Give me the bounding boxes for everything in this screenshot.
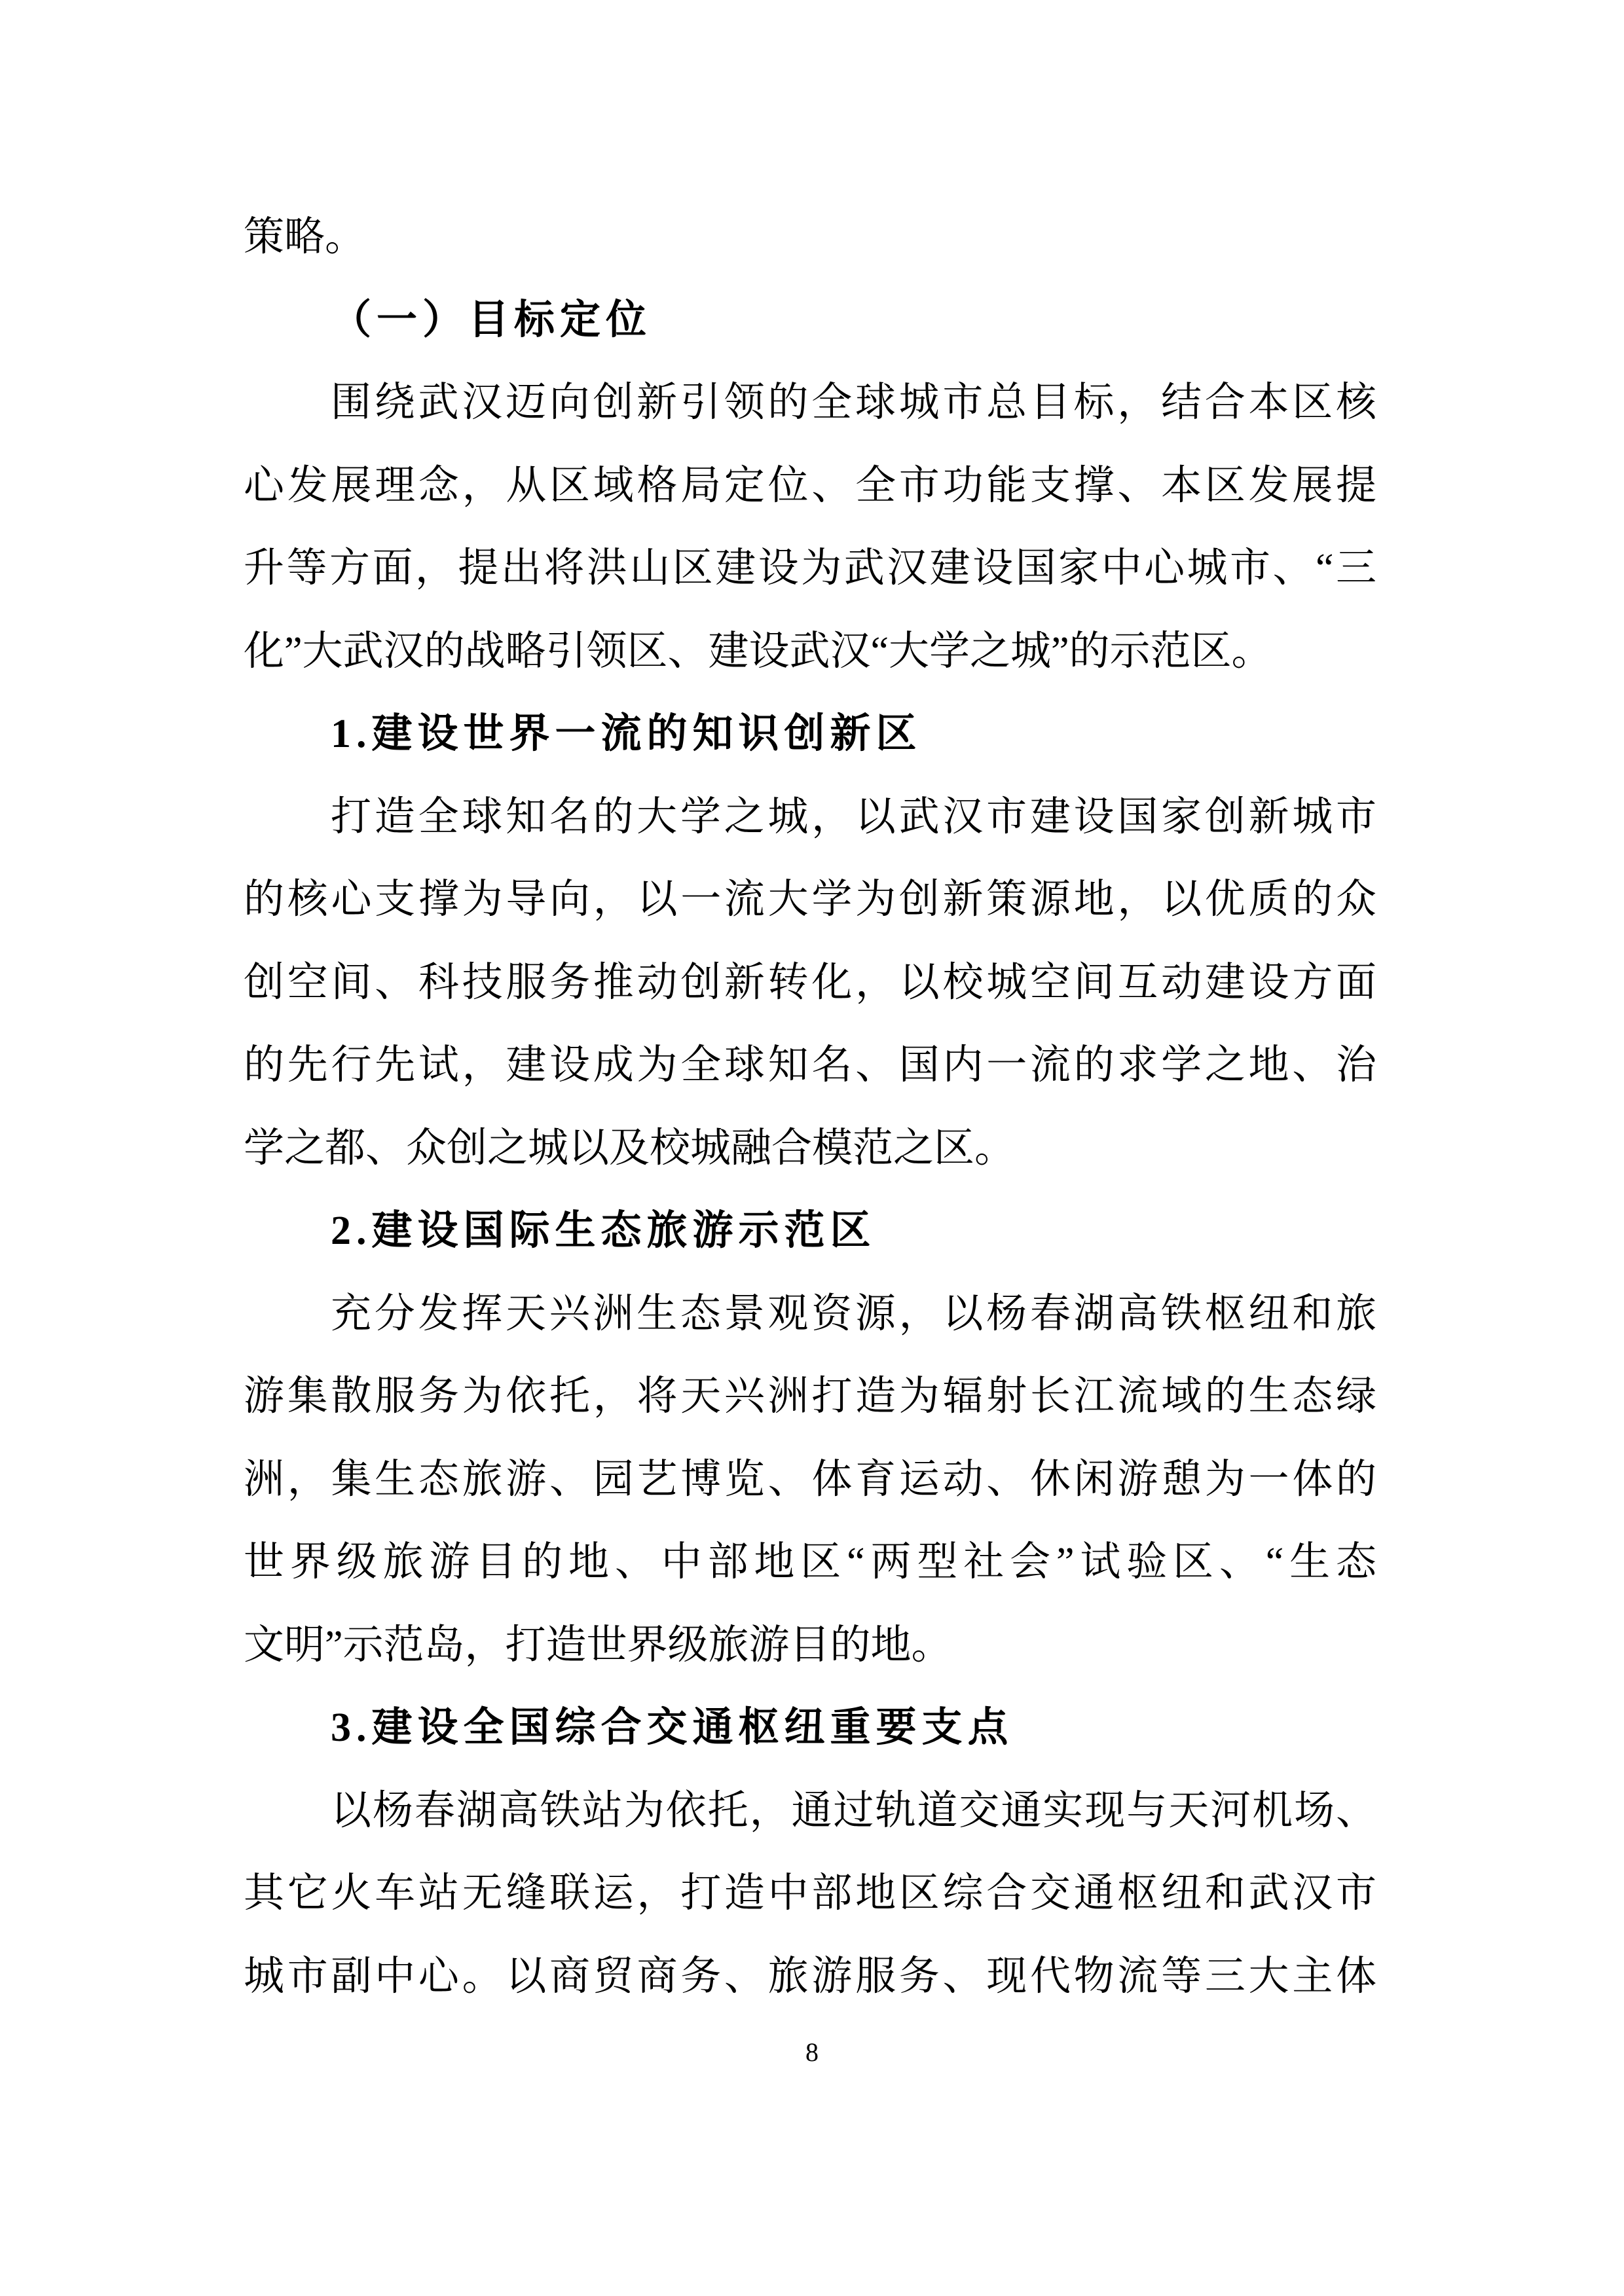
paragraph-line: 的先行先试，建设成为全球知名、国内一流的求学之地、治 [244,1043,1376,1087]
paragraph-line: 洲，集生态旅游、园艺博览、体育运动、休闲游憩为一体的 [244,1457,1376,1502]
paragraph-line: 升等方面，提出将洪山区建设为武汉建设国家中心城市、“三 [244,546,1376,591]
subsection-heading: 3.建设全国综合交通枢纽重要支点 [331,1705,1014,1750]
subsection-heading: 1.建设世界一流的知识创新区 [331,712,922,756]
paragraph-line: 以杨春湖高铁站为依托，通过轨道交通实现与天河机场、 [331,1788,1376,1833]
section-heading: （一）目标定位 [331,297,652,342]
paragraph-line: 围绕武汉迈向创新引领的全球城市总目标，结合本区核 [331,380,1376,425]
paragraph-line: 策略。 [244,215,366,259]
page-number: 8 [805,2037,819,2067]
paragraph-line: 世界级旅游目的地、中部地区“两型社会”试验区、“生态 [244,1540,1376,1584]
text-body [244,196,1376,2018]
paragraph-line: 心发展理念，从区域格局定位、全市功能支撑、本区发展提 [244,463,1376,508]
subsection-heading: 2.建设国际生态旅游示范区 [331,1209,876,1253]
paragraph-line: 创空间、科技服务推动创新转化，以校城空间互动建设方面 [244,960,1376,1005]
paragraph-line: 城市副中心。以商贸商务、旅游服务、现代物流等三大主体 [244,1954,1376,1999]
paragraph-line: 化”大武汉的战略引领区、建设武汉“大学之城”的示范区。 [244,629,1272,674]
paragraph-line: 学之都、众创之城以及校城融合模范之区。 [244,1125,1016,1171]
paragraph-line: 文明”示范岛，打造世界级旅游目的地。 [244,1622,952,1667]
paragraph-line: 充分发挥天兴洲生态景观资源，以杨春湖高铁枢纽和旅 [331,1291,1376,1336]
paragraph-line: 的核心支撑为导向，以一流大学为创新策源地，以优质的众 [244,877,1376,922]
paragraph-line: 游集散服务为依托，将天兴洲打造为辐射长江流域的生态绿 [244,1374,1376,1419]
paragraph-line: 其它火车站无缝联运，打造中部地区综合交通枢纽和武汉市 [244,1871,1376,1916]
paragraph-line: 打造全球知名的大学之城，以武汉市建设国家创新城市 [331,794,1376,839]
